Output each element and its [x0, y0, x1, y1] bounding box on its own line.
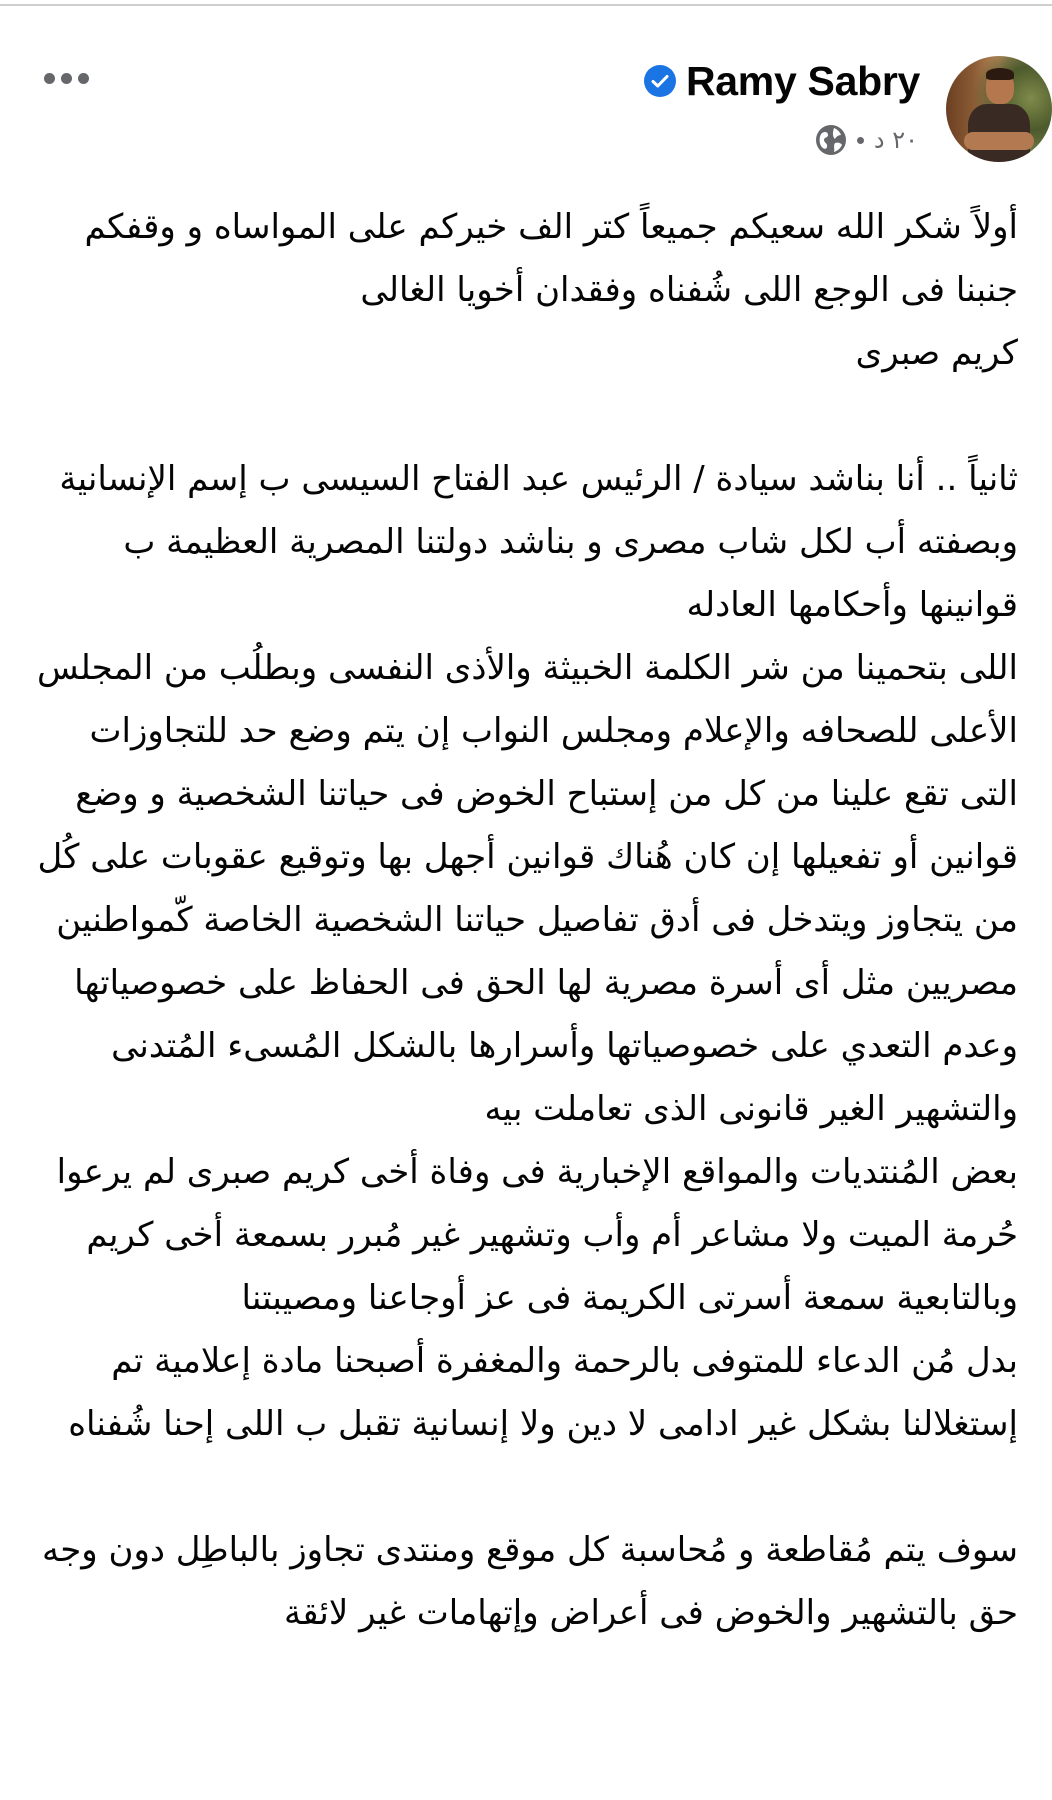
author-name-link[interactable]: Ramy Sabry	[685, 57, 920, 104]
post-text	[30, 196, 1018, 1645]
post-paragraph: سوف يتم مُقاطعة و مُحاسبة كل موقع ومنتدى تجاوز بالباطِل دون وجه حق بالتشهير والخوض فى أعراض وإتهامات غير لائقة	[42, 1530, 1018, 1633]
avatar-figure	[986, 68, 1014, 80]
post-paragraph-blank	[30, 1456, 1018, 1519]
post-paragraph-blank	[30, 385, 1018, 448]
post-paragraph: بدل مُن الدعاء للمتوفى بالرحمة والمغفرة أصبحنا مادة إعلامية تم إستغلالنا بشكل غير ادامى لا دين ولا إنسانية تقبل ب اللى إحنا شُفناه	[68, 1341, 1018, 1444]
post-paragraph: كريم صبرى	[855, 333, 1018, 373]
more-horizontal-icon	[44, 73, 55, 84]
post-paragraph: اللى بتحمينا من شر الكلمة الخبيثة والأذى النفسى وبطلُب من المجلس الأعلى للصحافه والإعلام ومجلس النواب إن يتم وضع حد للتجاوزات التى تقع علينا من كل من إستباح الخوض فى حياتنا الشخصية و وضع قوانين أو تفعيلها إن كان هُناك قوانين أجهل بها وتوقيع عقوبات على كُل من يتجاوز ويتدخل فى أدق تفاصيل حياتنا الشخصية الخاصة كّمواطنين مصريين مثل أى أسرة مصرية لها الحق فى الحفاظ على خصوصياتها وعدم التعدي على خصوصياتها وأسرارها بالشكل المُسىء المُتدنى والتشهير الغير قانونى الذى تعاملت بيه	[37, 648, 1018, 1129]
avatar-figure	[964, 132, 1034, 150]
top-divider	[0, 4, 1052, 6]
post-timestamp-link[interactable]: ٢٠ د	[873, 126, 918, 154]
post-paragraph: بعض المُنتديات والمواقع الإخبارية فى وفاة أخى كريم صبرى لم يرعوا حُرمة الميت ولا مشاعر أم وأب وتشهير غير مُبرر بسمعة أخى كريم وبالتابعية سمعة أسرتى الكريمة فى عز أوجاعنا ومصيبتنا	[56, 1152, 1018, 1318]
more-horizontal-icon	[78, 73, 89, 84]
post-paragraph: ثانياً .. أنا بناشد سيادة / الرئيس عبد الفتاح السيسى ب إسم الإنسانية وبصفته أب لكل شاب مصرى و بناشد دولتنا المصرية العظيمة ب قوانينها وأحكامها العادله	[59, 459, 1018, 625]
globe-icon[interactable]	[815, 124, 847, 156]
post-author	[644, 56, 920, 106]
post-options-button[interactable]	[44, 64, 104, 92]
verified-badge-icon	[644, 65, 676, 97]
author-avatar[interactable]	[946, 56, 1052, 162]
post-meta	[815, 122, 918, 158]
separator-dot	[857, 137, 864, 144]
post-paragraph: أولاً شكر الله سعيكم جميعاً كتر الف خيركم على المواساه و وقفكم جنبنا فى الوجع اللى شُفناه وفقدان أخويا الغالى	[84, 207, 1018, 310]
more-horizontal-icon	[61, 73, 72, 84]
